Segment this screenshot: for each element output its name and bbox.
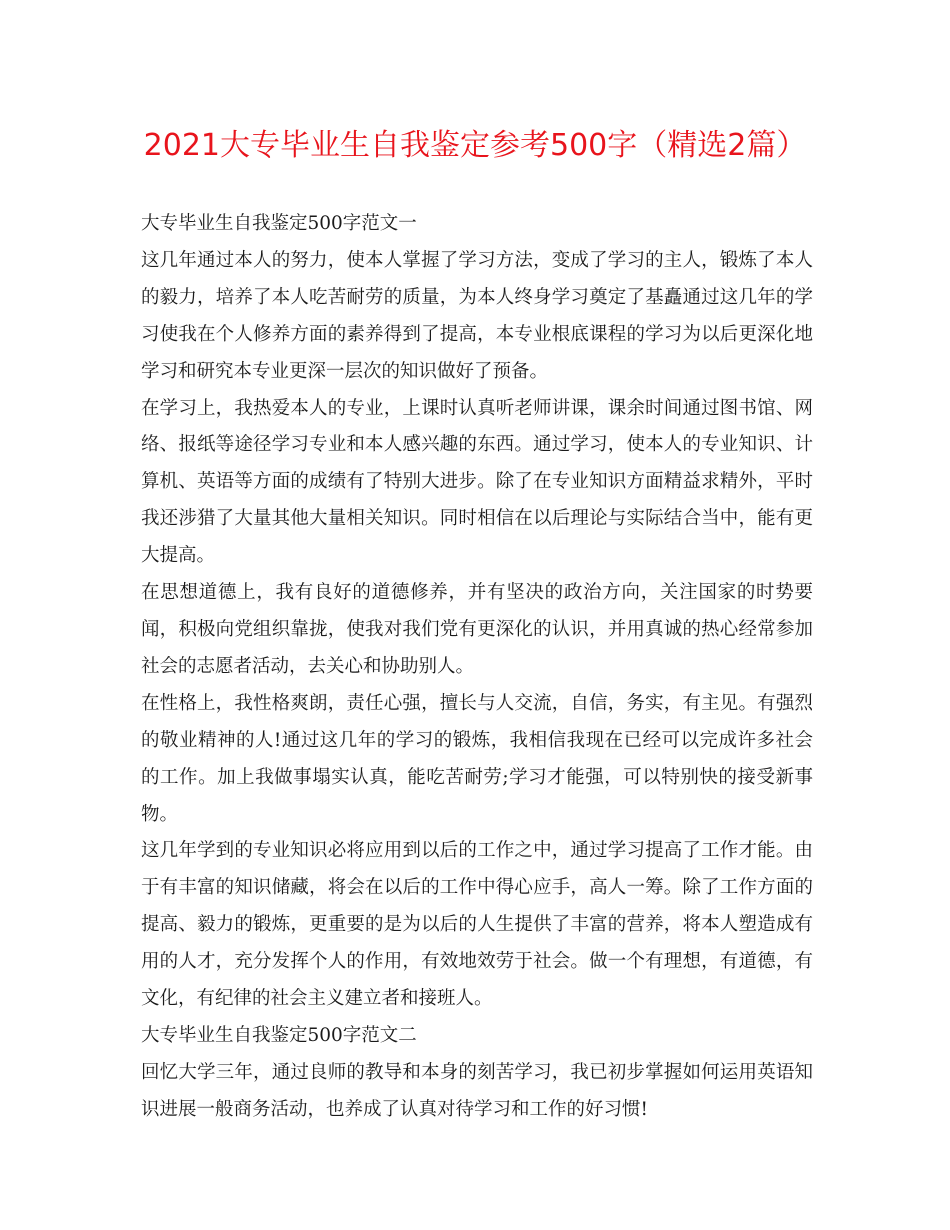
document-title: 2021大专毕业生自我鉴定参考500字（精选2篇） — [143, 128, 807, 163]
document-body — [141, 206, 813, 1129]
paragraph: 这几年通过本人的努力，使本人掌握了学习方法，变成了学习的主人，锻炼了本人的毅力，培养了本人吃苦耐劳的质量，为本人终身学习奠定了基矗通过这几年的学习使我在个人修养方面的素养得到了提高，本专业根底课程的学习为以后更深化地学习和研究本专业更深一层次的知识做好了预备。 — [141, 249, 813, 382]
paragraph: 这几年学到的专业知识必将应用到以后的工作之中，通过学习提高了工作才能。由于有丰富的知识储藏，将会在以后的工作中得心应手，高人一筹。除了工作方面的提高、毅力的锻炼，更重要的是为以后的人生提供了丰富的营养，将本人塑造成有用的人才，充分发挥个人的作用，有效地效劳于社会。做一个有理想，有道德，有文化，有纪律的社会主义建立者和接班人。 — [141, 840, 813, 1010]
section-heading-1: 大专毕业生自我鉴定500字范文一 — [141, 213, 417, 234]
section-heading-2: 大专毕业生自我鉴定500字范文二 — [141, 1024, 417, 1046]
paragraph: 在思想道德上，我有良好的道德修养，并有坚决的政治方向，关注国家的时势要闻，积极向党组织靠拢，使我对我们党有更深化的认识，并用真诚的热心经常参加社会的志愿者活动，去关心和协助别人。 — [141, 582, 813, 677]
paragraph: 回忆大学三年，通过良师的教导和本身的刻苦学习，我已初步掌握如何运用英语知识进展一般商务活动，也养成了认真对待学习和工作的好习惯! — [141, 1061, 813, 1120]
paragraph: 在学习上，我热爱本人的专业，上课时认真听老师讲课，课余时间通过图书馆、网络、报纸等途径学习专业和本人感兴趣的东西。通过学习，使本人的专业知识、计算机、英语等方面的成绩有了特别大进步。除了在专业知识方面精益求精外，平时我还涉猎了大量其他大量相关知识。同时相信在以后理论与实际结合当中，能有更大提高。 — [141, 397, 813, 567]
paragraph: 在性格上，我性格爽朗，责任心强，擅长与人交流，自信，务实，有主见。有强烈的敬业精神的人!通过这几年的学习的锻炼，我相信我现在已经可以完成许多社会的工作。加上我做事塌实认真，能吃苦耐劳;学习才能强，可以特别快的接受新事物。 — [141, 692, 813, 825]
